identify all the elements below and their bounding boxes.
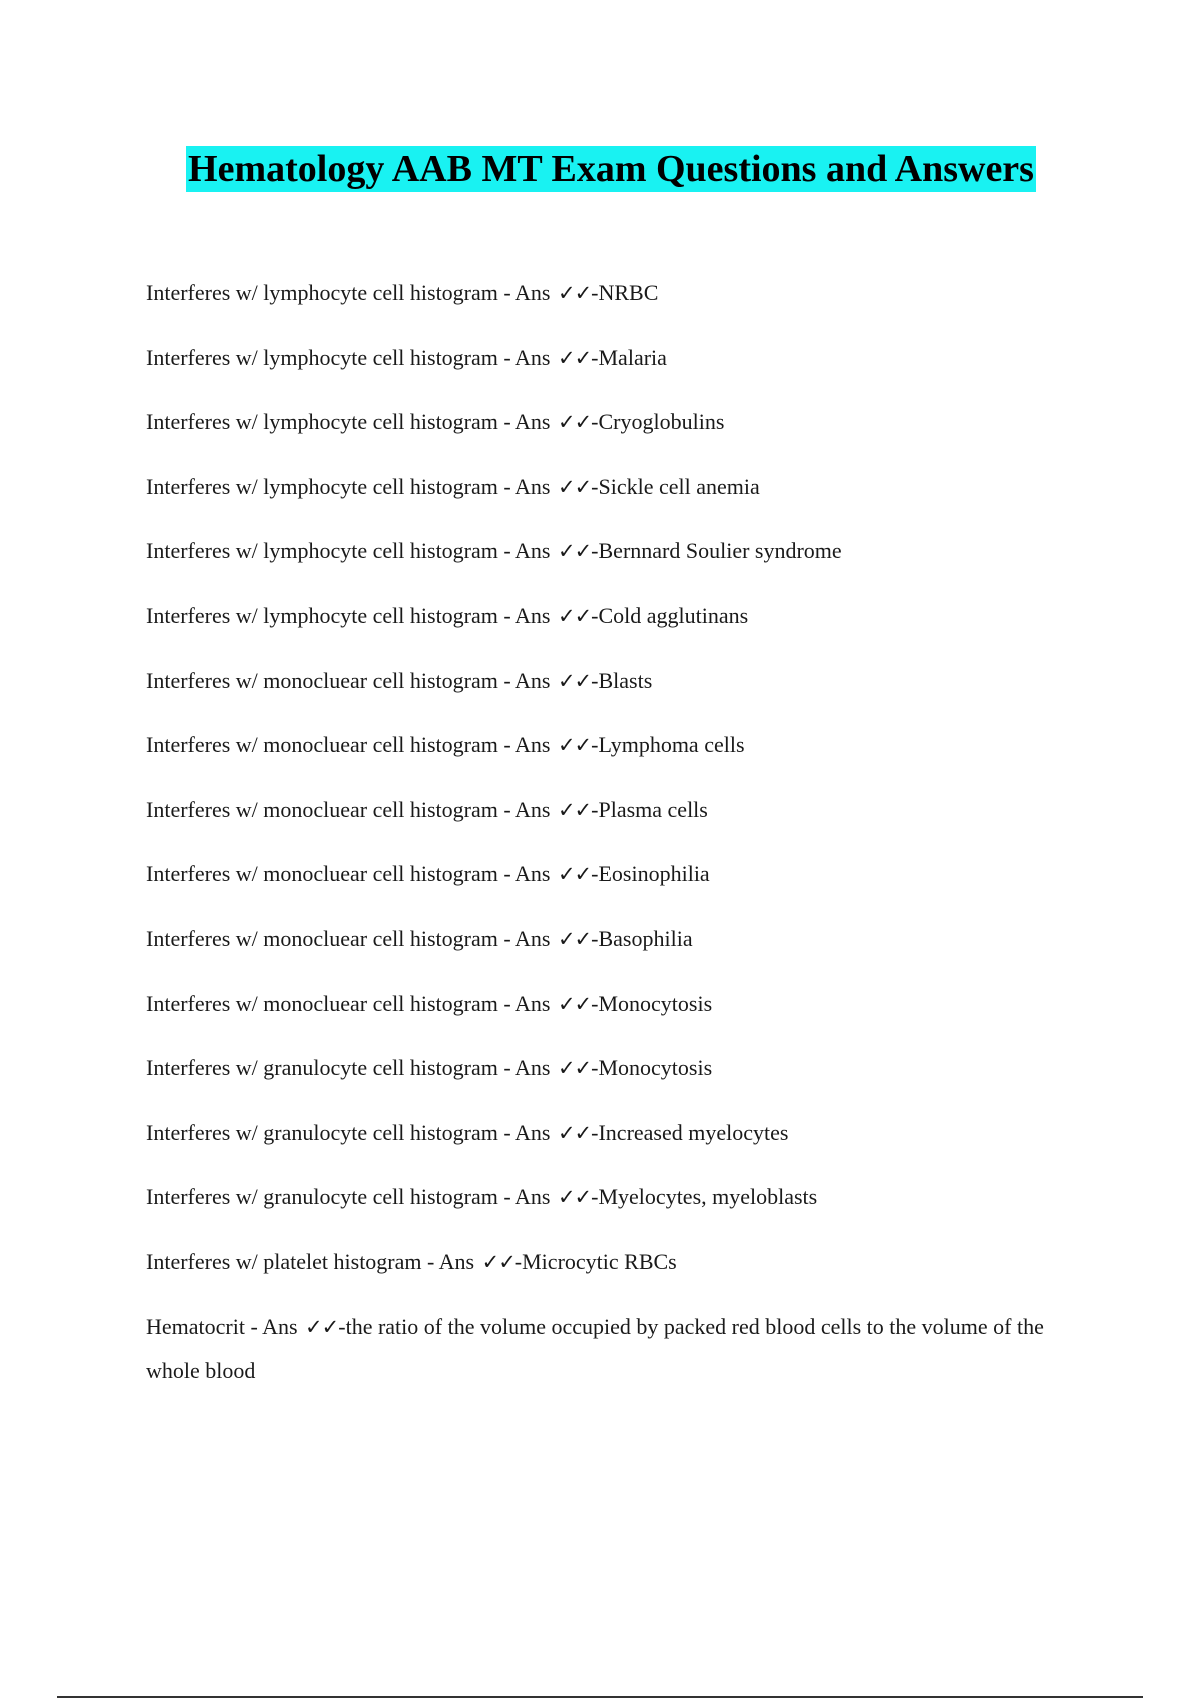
question-text: Interferes w/ lymphocyte cell histogram bbox=[146, 280, 498, 305]
double-check-icon: ✓✓ bbox=[557, 862, 592, 887]
page-title: Hematology AAB MT Exam Questions and Answers bbox=[188, 148, 1034, 190]
answer-marker: Ans bbox=[515, 602, 551, 628]
double-check-icon: ✓✓ bbox=[557, 345, 592, 370]
double-check-icon: ✓✓ bbox=[481, 1249, 515, 1274]
answer-text: Increased myelocytes bbox=[598, 1119, 789, 1145]
qa-item: Interferes w/ lymphocyte cell histogram - Ans ✓✓-NRBC bbox=[146, 280, 659, 305]
answer-marker: Ans bbox=[515, 473, 551, 499]
double-check-icon: ✓✓ bbox=[557, 474, 592, 499]
double-check-icon: ✓✓ bbox=[305, 1314, 339, 1339]
question-text: Interferes w/ granulocyte cell histogram bbox=[146, 1055, 498, 1081]
question-text: Interferes w/ lymphocyte cell histogram bbox=[146, 602, 498, 628]
answer-text: Lymphoma cells bbox=[598, 732, 745, 758]
answer-marker: Ans bbox=[515, 409, 551, 435]
qa-item: Interferes w/ granulocyte cell histogram - Ans ✓✓-Monocytosis bbox=[146, 1055, 713, 1081]
answer-marker: Ans bbox=[515, 796, 551, 822]
question-text: Interferes w/ monocluear cell histogram bbox=[146, 796, 498, 822]
answer-marker: Ans bbox=[515, 1184, 551, 1210]
answer-marker: Ans bbox=[515, 344, 551, 370]
answer-text: Malaria bbox=[598, 344, 667, 370]
question-text: Interferes w/ lymphocyte cell histogram bbox=[146, 344, 498, 370]
answer-text: the ratio of the volume occupied by packed red blood cells to the volume of the whole blood bbox=[146, 1313, 1044, 1383]
double-check-icon: ✓✓ bbox=[557, 1120, 592, 1145]
answer-text: Microcytic RBCs bbox=[522, 1248, 677, 1274]
double-check-icon: ✓✓ bbox=[557, 668, 592, 693]
double-check-icon: ✓✓ bbox=[557, 1185, 592, 1210]
question-text: Hematocrit bbox=[146, 1313, 245, 1339]
answer-text: NRBC bbox=[598, 280, 659, 305]
answer-marker: Ans bbox=[515, 861, 551, 887]
qa-item: Interferes w/ monocluear cell histogram - Ans ✓✓-Blasts bbox=[146, 667, 653, 693]
double-check-icon: ✓✓ bbox=[557, 539, 592, 564]
answer-marker: Ans bbox=[515, 1055, 551, 1081]
question-text: Interferes w/ lymphocyte cell histogram bbox=[146, 473, 498, 499]
answer-text: Monocytosis bbox=[598, 1055, 713, 1081]
qa-item: Interferes w/ monocluear cell histogram - Ans ✓✓-Basophilia bbox=[146, 925, 693, 951]
qa-list bbox=[146, 278, 1086, 1427]
qa-item: Interferes w/ monocluear cell histogram - Ans ✓✓-Lymphoma cells bbox=[146, 732, 745, 758]
question-text: Interferes w/ monocluear cell histogram bbox=[146, 925, 498, 951]
qa-item: Interferes w/ lymphocyte cell histogram - Ans ✓✓-Sickle cell anemia bbox=[146, 473, 760, 499]
question-text: Interferes w/ lymphocyte cell histogram bbox=[146, 409, 498, 435]
qa-item: Interferes w/ lymphocyte cell histogram - Ans ✓✓-Malaria bbox=[146, 344, 667, 370]
answer-text: Blasts bbox=[598, 667, 653, 693]
question-text: Interferes w/ monocluear cell histogram bbox=[146, 861, 498, 887]
double-check-icon: ✓✓ bbox=[557, 410, 592, 435]
answer-text: Cryoglobulins bbox=[598, 409, 725, 435]
qa-item: Hematocrit - Ans ✓✓-the ratio of the volume occupied by packed red blood cells to the volume of the whole blood bbox=[146, 1313, 1044, 1383]
title-block bbox=[0, 146, 1200, 192]
question-text: Interferes w/ granulocyte cell histogram bbox=[146, 1184, 498, 1210]
answer-marker: Ans bbox=[262, 1313, 298, 1339]
answer-text: Sickle cell anemia bbox=[598, 473, 760, 499]
qa-item: Interferes w/ platelet histogram - Ans ✓✓-Microcytic RBCs bbox=[146, 1248, 677, 1274]
double-check-icon: ✓✓ bbox=[557, 797, 592, 822]
double-check-icon: ✓✓ bbox=[557, 1056, 592, 1081]
answer-marker: Ans bbox=[515, 732, 551, 758]
question-text: Interferes w/ monocluear cell histogram bbox=[146, 732, 498, 758]
question-text: Interferes w/ monocluear cell histogram bbox=[146, 667, 498, 693]
answer-text: Monocytosis bbox=[598, 990, 713, 1016]
question-text: Interferes w/ lymphocyte cell histogram bbox=[146, 538, 498, 564]
answer-text: Basophilia bbox=[598, 925, 693, 951]
answer-text: Cold agglutinans bbox=[598, 602, 749, 628]
answer-text: Plasma cells bbox=[598, 796, 708, 822]
qa-item: Interferes w/ lymphocyte cell histogram - Ans ✓✓-Cold agglutinans bbox=[146, 602, 749, 628]
answer-text: Myelocytes, myeloblasts bbox=[598, 1184, 818, 1210]
question-text: Interferes w/ platelet histogram bbox=[146, 1248, 422, 1274]
double-check-icon: ✓✓ bbox=[557, 281, 592, 305]
question-text: Interferes w/ granulocyte cell histogram bbox=[146, 1119, 498, 1145]
answer-marker: Ans bbox=[515, 667, 551, 693]
qa-item: Interferes w/ monocluear cell histogram - Ans ✓✓-Monocytosis bbox=[146, 990, 713, 1016]
answer-text: Bernnard Soulier syndrome bbox=[598, 538, 842, 564]
double-check-icon: ✓✓ bbox=[557, 733, 592, 758]
qa-item: Interferes w/ granulocyte cell histogram - Ans ✓✓-Increased myelocytes bbox=[146, 1119, 789, 1145]
answer-marker: Ans bbox=[515, 925, 551, 951]
answer-marker: Ans bbox=[515, 990, 551, 1016]
answer-marker: Ans bbox=[515, 538, 551, 564]
footer-divider bbox=[57, 1696, 1143, 1698]
qa-item: Interferes w/ lymphocyte cell histogram - Ans ✓✓-Cryoglobulins bbox=[146, 409, 725, 435]
answer-text: Eosinophilia bbox=[598, 861, 710, 887]
answer-marker: Ans bbox=[515, 280, 551, 305]
qa-item: Interferes w/ monocluear cell histogram - Ans ✓✓-Eosinophilia bbox=[146, 861, 710, 887]
double-check-icon: ✓✓ bbox=[557, 603, 592, 628]
answer-marker: Ans bbox=[438, 1248, 475, 1274]
double-check-icon: ✓✓ bbox=[557, 926, 592, 951]
qa-item: Interferes w/ granulocyte cell histogram - Ans ✓✓-Myelocytes, myeloblasts bbox=[146, 1184, 818, 1210]
answer-marker: Ans bbox=[515, 1119, 551, 1145]
double-check-icon: ✓✓ bbox=[557, 991, 592, 1016]
qa-item: Interferes w/ monocluear cell histogram - Ans ✓✓-Plasma cells bbox=[146, 796, 708, 822]
question-text: Interferes w/ monocluear cell histogram bbox=[146, 990, 498, 1016]
qa-item: Interferes w/ lymphocyte cell histogram - Ans ✓✓-Bernnard Soulier syndrome bbox=[146, 538, 842, 564]
